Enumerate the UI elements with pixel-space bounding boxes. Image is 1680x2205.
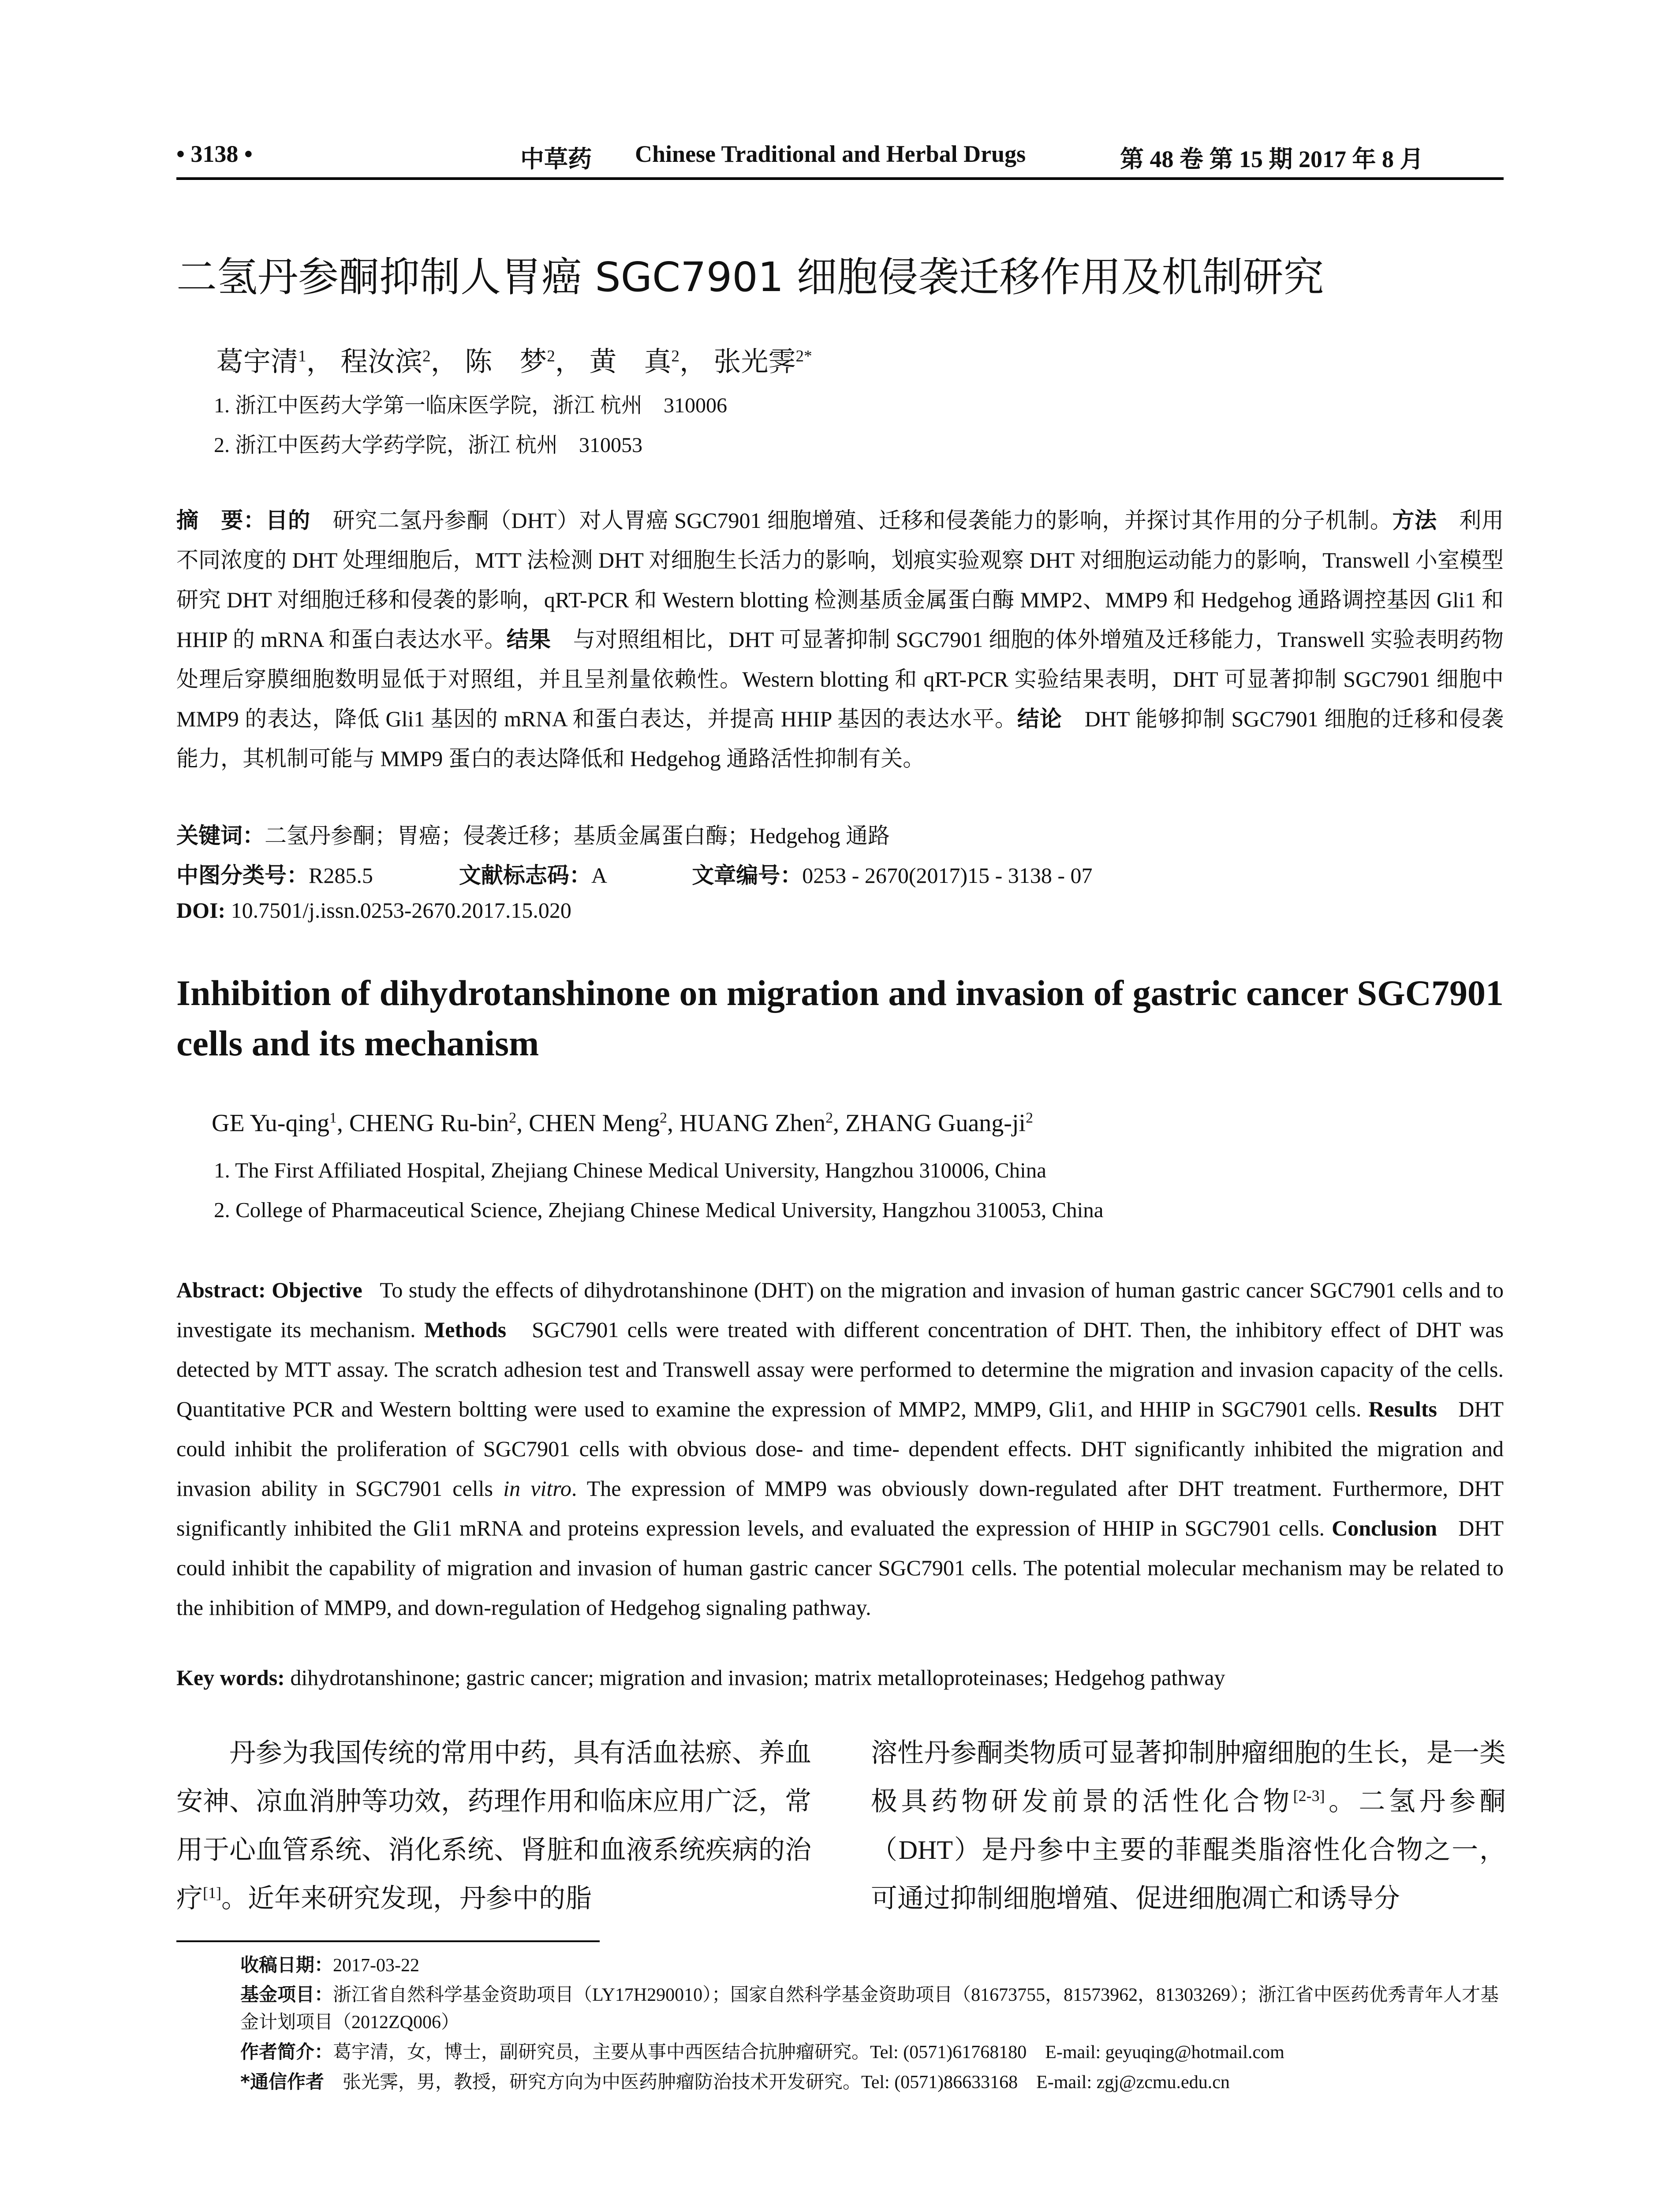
doi-line: DOI: 10.7501/j.issn.0253-2670.2017.15.020 bbox=[176, 898, 571, 923]
citation-ref[interactable]: [2-3] bbox=[1293, 1787, 1325, 1805]
author-list-en: GE Yu-qing$^1$, CHENG Ru-bin$^2$, CHEN Meng$^2$, HUANG Zhen$^2$, ZHANG Guang-$ji^2$ bbox=[212, 1110, 1033, 1137]
footnote-corresponding: *通信作者 张光霁，男，教授，研究方向为中医药肿瘤防治技术开发研究。Tel: (0571)86633168 E-mail: zgj@zcmu.edu.cn bbox=[240, 2071, 1230, 2093]
author-name: CHEN Meng bbox=[529, 1110, 660, 1137]
author-name: HUANG Zhen bbox=[679, 1110, 826, 1137]
author-name: GE Yu-qing bbox=[212, 1110, 330, 1137]
body-column-right: 溶性丹参酮类物质可显著抑制肿瘤细胞的生长，是一类极具药物研发前景的活性化合物[2-3]。二氢丹参酮（DHT）是丹参中主要的菲醌类脂溶性化合物之一，可通过抑制细胞增殖、促进细胞凋亡和诱导分 bbox=[871, 1738, 1506, 1913]
page-title-en: Inhibition of dihydrotanshinone on migration and invasion of gastric cancer SGC7901 cells and its mechanism bbox=[176, 973, 1504, 1063]
author-name: 陈 梦 bbox=[465, 347, 547, 377]
footnote-fund: 基金项目：浙江省自然科学基金资助项目（LY17H290010）；国家自然科学基金资助项目（81673755，81573962，81303269）；浙江省中医药优秀青年人才基金计划项目（2012ZQ006） bbox=[240, 1984, 1499, 2033]
affiliation-en-2: 2. College of Pharmaceutical Science, Zhejiang Chinese Medical University, Hangzhou 310053, China bbox=[214, 1198, 1104, 1222]
author-name: 葛宇清 bbox=[216, 347, 299, 377]
issue-info: 第 48 卷 第 15 期 2017 年 8 月 bbox=[1120, 146, 1424, 172]
header-rule bbox=[176, 177, 1504, 180]
author-name: 程汝滨 bbox=[340, 347, 423, 377]
author-name: 张光霁 bbox=[713, 347, 796, 377]
affiliation-cn-1: 1. 浙江中医药大学第一临床医学院，浙江 杭州 310006 bbox=[214, 394, 728, 417]
doi-link[interactable]: 10.7501/j.issn.0253-2670.2017.15.020 bbox=[231, 898, 571, 923]
citation-ref[interactable]: [1] bbox=[203, 1884, 221, 1902]
journal-name-en: Chinese Traditional and Herbal Drugs bbox=[635, 141, 1026, 167]
abstract-cn: 摘 要：目的 研究二氢丹参酮（DHT）对人胃癌 SGC7901 细胞增殖、迁移和侵袭能力的影响，并探讨其作用的分子机制。方法 利用不同浓度的 DHT 处理细胞后，MTT 法检测 DHT 对细胞生长活力的影响，划痕实验观察 DHT 对细胞运动能力的影响，Transwell 小室模型研究 DHT 对细胞迁移和侵袭的影响，qRT-PCR 和 Western blotting 检测基质金属蛋白酶 MMP2、MMP9 和 Hedgehog 通路调控基因 Gli1 和 HHIP 的 mRNA 和蛋白表达水平。结果 与对照组相比，DHT 可显著抑制 SGC7901 细胞的体外增殖及迁移能力，Transwell 实验表明药物处理后穿膜细胞数明显低于对照组，并且呈剂量依赖性。Western blotting 和 qRT-PCR 实验结果表明，DHT 可显著抑制 SGC7901 细胞中 MMP9 的表达，降低 Gli1 基因的 mRNA 和蛋白表达，并提高 HHIP 基因的表达水平。结论 DHT 能够抑制 SGC7901 细胞的迁移和侵袭能力，其机制可能与 MMP9 蛋白的表达降低和 Hedgehog 通路活性抑制有关。 bbox=[176, 508, 1504, 771]
author-name: CHENG Ru-bin bbox=[349, 1110, 509, 1137]
affiliation-cn-2: 2. 浙江中医药大学药学院，浙江 杭州 310053 bbox=[214, 434, 643, 457]
affiliation-en-1: 1. The First Affiliated Hospital, Zhejiang Chinese Medical University, Hangzhou 310006, China bbox=[214, 1158, 1047, 1182]
author-name: ZHANG Guang-ji bbox=[845, 1110, 1026, 1137]
author-name: 黄 真 bbox=[589, 347, 672, 377]
classification-line: 中图分类号：R285.5 文献标志码：A 文章编号：0253 - 2670(2017)15 - 3138 - 07 bbox=[176, 863, 1093, 888]
body-column-left: 丹参为我国传统的常用中药，具有活血祛瘀、养血安神、凉血消肿等功效，药理作用和临床应用广泛，常用于心血管系统、消化系统、肾脏和血液系统疾病的治疗[1]。近年来研究发现，丹参中的脂 bbox=[176, 1738, 811, 1913]
running-header bbox=[176, 140, 1504, 176]
page-number: • 3138 • bbox=[176, 141, 253, 167]
footnote-author: 作者简介：葛宇清，女，博士，副研究员，主要从事中西医结合抗肿瘤研究。Tel: (0571)61768180 E-mail: geyuqing@hotmail.com bbox=[240, 2041, 1284, 2063]
author-list-cn: 葛宇清$^1$， 程汝滨$^2$， 陈 梦$^2$， 黄 真$^2$， 张光霁$^{2*}$ bbox=[216, 347, 812, 377]
footnote-rule bbox=[176, 1940, 600, 1942]
journal-name-cn: 中草药 bbox=[520, 146, 592, 172]
footnote-received: 收稿日期：2017-03-22 bbox=[240, 1954, 419, 1976]
keywords-cn: 关键词：二氢丹参酮；胃癌；侵袭迁移；基质金属蛋白酶；Hedgehog 通路 bbox=[176, 823, 890, 848]
page-title-cn: 二氢丹参酮抑制人胃癌 SGC7901 细胞侵袭迁移作用及机制研究 bbox=[176, 254, 1324, 301]
abstract-en: Abstract: Objective To study the effects of dihydrotanshinone (DHT) on the migration and invasion of human gastric cancer SGC7901 cells and to investigate its mechanism. Methods SGC7901 cells were treated with different concentration of DHT. Then, the inhibitory effect of DHT was detected by MTT assay. The scratch adhesion test and Transwell assay were performed to determine the migration and invasion capacity of the cells. Quantitative PCR and Western boltting were used to examine the expression of MMP2, MMP9, Gli1, and HHIP in SGC7901 cells. Results DHT could inhibit the proliferation of SGC7901 cells with obvious dose- and time- dependent effects. DHT significantly inhibited the migration and invasion ability in SGC7901 cells in vitro. The expression of MMP9 was obviously down-regulated after DHT treatment. Furthermore, DHT significantly inhibited the Gli1 mRNA and proteins expression levels, and evaluated the expression of HHIP in SGC7901 cells. Conclusion DHT could inhibit the capability of migration and invasion of human gastric cancer SGC7901 cells. The potential molecular mechanism may be related to the inhibition of MMP9, and down-regulation of Hedgehog signaling pathway. bbox=[176, 1278, 1504, 1620]
keywords-en: Key words: dihydrotanshinone; gastric cancer; migration and invasion; matrix metalloproteinases; Hedgehog pathway bbox=[176, 1665, 1225, 1690]
